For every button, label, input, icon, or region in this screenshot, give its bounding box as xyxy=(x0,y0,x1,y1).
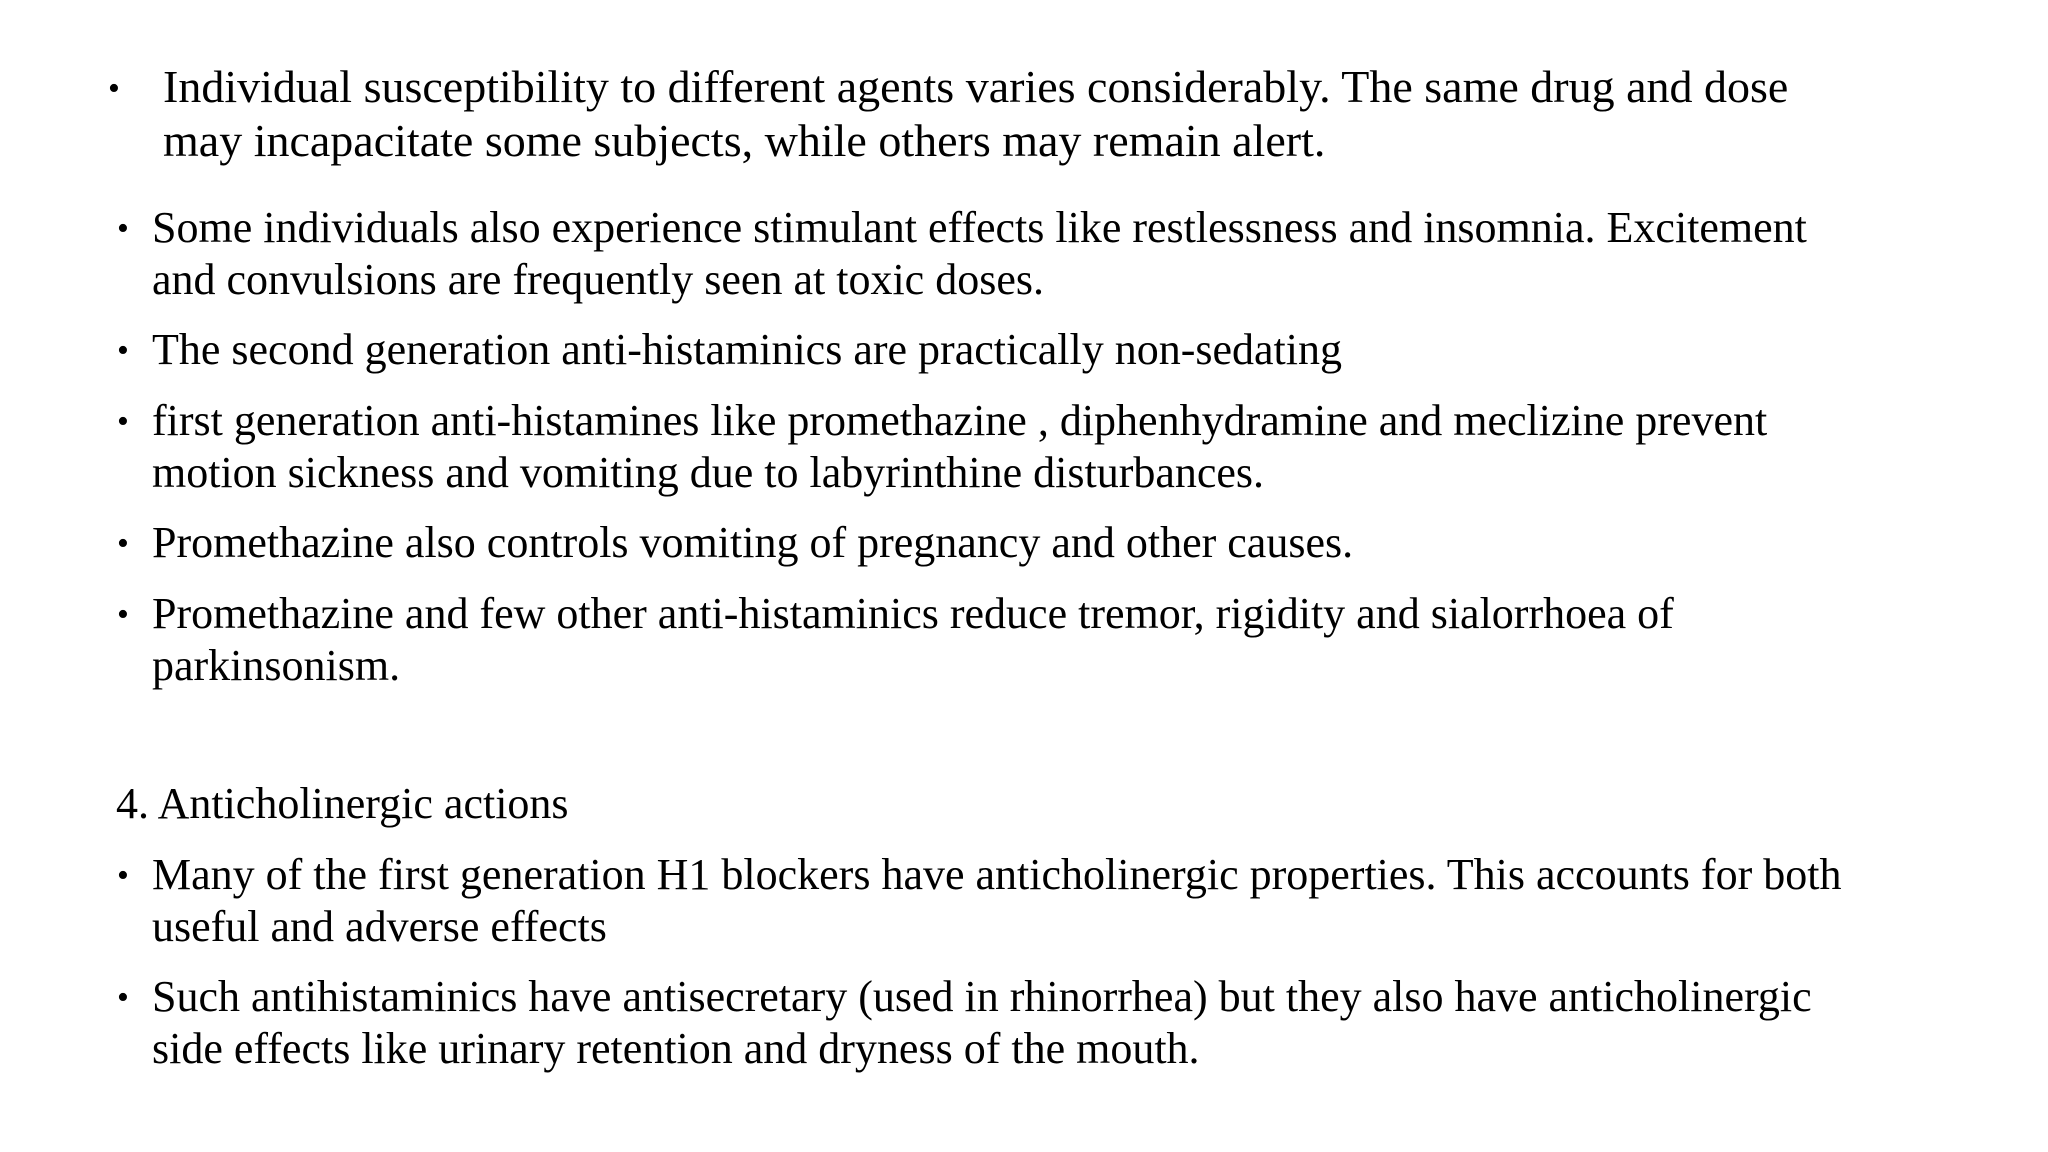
bullet-item-stimulant-effects xyxy=(108,202,2028,306)
section-heading: 4. Anticholinergic actions xyxy=(116,779,569,828)
bullet-text-line: and convulsions are frequently seen at toxic doses. xyxy=(152,255,1044,304)
bullet-text-line: may incapacitate some subjects, while others may remain alert. xyxy=(163,115,1326,166)
bullet-item-parkinsonism xyxy=(108,588,2028,692)
bullet-icon: • xyxy=(117,979,129,1016)
bullet-text-line: parkinsonism. xyxy=(152,641,401,690)
bullet-icon: • xyxy=(117,403,129,440)
bullet-text-line: Promethazine also controls vomiting of pregnancy and other causes. xyxy=(152,518,1354,567)
bullet-text-line: Such antihistaminics have antisecretary (used in rhinorrhea) but they also have anticholinergic xyxy=(152,972,1812,1021)
bullet-text-line: The second generation anti-histaminics are practically non-sedating xyxy=(152,325,1342,374)
bullet-item-first-generation xyxy=(108,395,2028,499)
bullet-text-line: Individual susceptibility to different agents varies considerably. The same drug and dose xyxy=(163,61,1789,112)
bullet-icon: • xyxy=(117,210,129,247)
bullet-item-antisecretary xyxy=(108,971,2028,1075)
bullet-text-line: Many of the first generation H1 blockers have anticholinergic properties. This accounts for both xyxy=(152,850,1842,899)
bullet-item-anticholinergic-properties xyxy=(108,849,2028,953)
bullet-item-second-generation xyxy=(108,324,2028,376)
bullet-icon: • xyxy=(117,332,129,369)
bullet-text-line: Promethazine and few other anti-histaminics reduce tremor, rigidity and sialorrhoea of xyxy=(152,589,1674,638)
bullet-icon: • xyxy=(117,525,129,562)
bullet-text-line: Some individuals also experience stimulant effects like restlessness and insomnia. Excitement xyxy=(152,203,1807,252)
bullet-text-line: side effects like urinary retention and dryness of the mouth. xyxy=(152,1024,1200,1073)
bullet-text-line: first generation anti-histamines like promethazine , diphenhydramine and meclizine prevent xyxy=(152,396,1768,445)
bullet-icon: • xyxy=(117,857,129,894)
bullet-text-line: useful and adverse effects xyxy=(152,902,607,951)
bullet-text-line: motion sickness and vomiting due to labyrinthine disturbances. xyxy=(152,448,1265,497)
bullet-icon: • xyxy=(117,596,129,633)
bullet-item-promethazine-vomiting xyxy=(108,517,2028,569)
bullet-icon: • xyxy=(108,70,120,107)
bullet-item-susceptibility xyxy=(108,60,2028,168)
